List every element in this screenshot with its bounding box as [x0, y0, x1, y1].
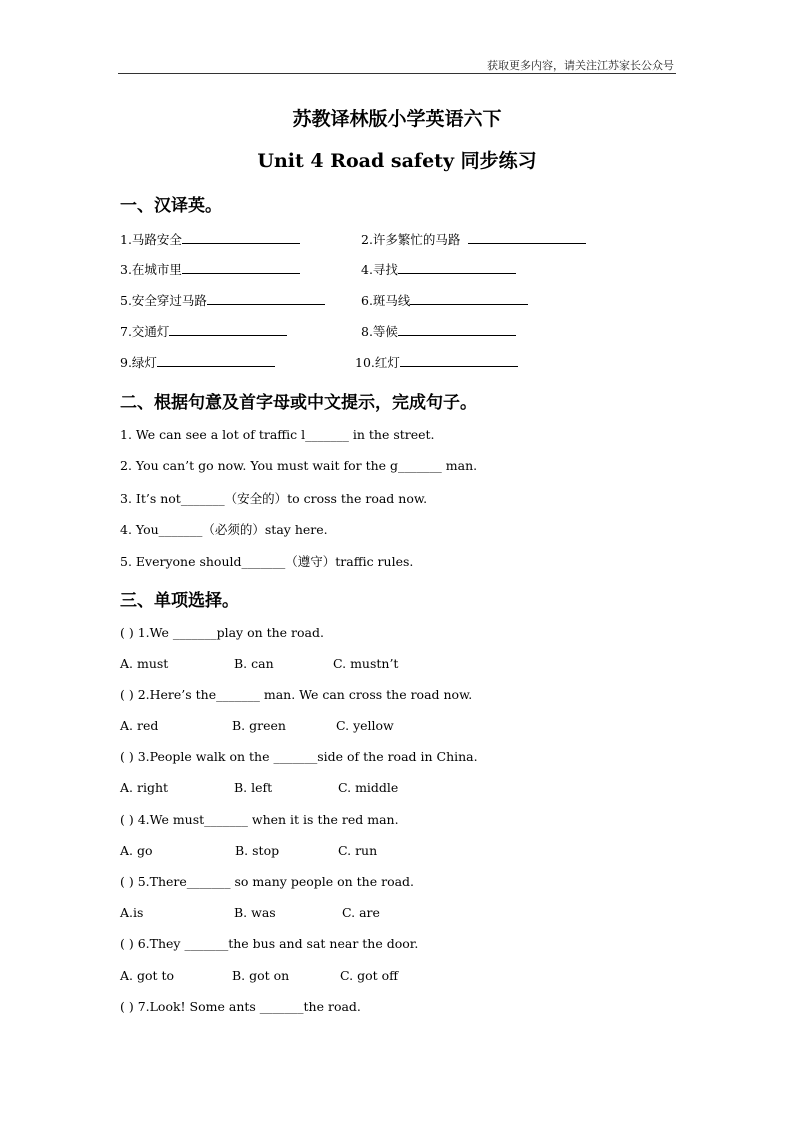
option-a: A. go [120, 843, 153, 858]
option-c: C. are [342, 905, 380, 920]
option-c: C. run [338, 843, 378, 858]
s2-item-5: 5. Everyone should_______（遵守）traffic rules. [120, 554, 414, 569]
option-a: A. right [120, 780, 169, 795]
option-b: B. got on [232, 968, 290, 983]
question-stem: ( ) 4.We must_______ when it is the red man. [120, 812, 399, 827]
s2-item-1: 1. We can see a lot of traffic l_______ in the street. [120, 427, 435, 442]
option-c: C. got off [340, 968, 398, 983]
s1-item-9: 9.绿灯 [120, 353, 275, 371]
answer-blank [398, 262, 516, 274]
s1-item-3: 3.在城市里 [120, 260, 300, 278]
s1-item-4: 4.寻找 [361, 260, 516, 278]
s2-item-4: 4. You_______（必须的）stay here. [120, 522, 328, 537]
option-c: C. yellow [336, 718, 394, 733]
document-title: 苏教译林版小学英语六下 [292, 108, 502, 130]
option-b: B. was [234, 905, 276, 920]
question-stem: ( ) 1.We _______play on the road. [120, 625, 324, 640]
option-a: A. got to [120, 968, 175, 983]
s1-item-10: 10.红灯 [355, 353, 518, 371]
question-stem: ( ) 5.There_______ so many people on the road. [120, 874, 415, 889]
answer-blank [182, 262, 300, 274]
option-c: C. middle [338, 780, 399, 795]
section3-heading: 三、单项选择。 [120, 591, 239, 611]
question-stem: ( ) 7.Look! Some ants _______the road. [120, 999, 361, 1014]
section1-heading: 一、汉译英。 [120, 196, 222, 216]
answer-blank [207, 293, 325, 305]
answer-blank [410, 293, 528, 305]
header-divider [118, 73, 676, 74]
document-subtitle: Unit 4 Road safety 同步练习 [257, 150, 537, 172]
s1-item-6: 6.斑马线 [361, 291, 528, 309]
option-b: B. green [232, 718, 286, 733]
option-a: A. red [120, 718, 159, 733]
option-b: B. can [234, 656, 274, 671]
option-a: A.is [120, 905, 144, 920]
s1-item-8: 8.等候 [361, 322, 516, 340]
s1-item-1: 1.马路安全 [120, 230, 300, 248]
option-b: B. stop [235, 843, 280, 858]
header-note: 获取更多内容，请关注江苏家长公众号 [487, 59, 674, 72]
s2-item-2: 2. You can’t go now. You must wait for the g_______ man. [120, 458, 478, 473]
s1-item-7: 7.交通灯 [120, 322, 287, 340]
answer-blank [398, 324, 516, 336]
answer-blank [157, 355, 275, 367]
answer-blank [468, 232, 586, 244]
section2-heading: 二、根据句意及首字母或中文提示，完成句子。 [120, 393, 477, 413]
answer-blank [400, 355, 518, 367]
s2-item-3: 3. It’s not_______（安全的）to cross the road now. [120, 491, 428, 506]
question-stem: ( ) 3.People walk on the _______side of the road in China. [120, 749, 478, 764]
answer-blank [182, 232, 300, 244]
s1-item-2: 2.许多繁忙的马路 [361, 230, 586, 248]
option-b: B. left [234, 780, 273, 795]
option-c: C. mustn’t [333, 656, 399, 671]
question-stem: ( ) 2.Here’s the_______ man. We can cross the road now. [120, 687, 473, 702]
option-a: A. must [120, 656, 169, 671]
answer-blank [169, 324, 287, 336]
question-stem: ( ) 6.They _______the bus and sat near the door. [120, 936, 419, 951]
s1-item-5: 5.安全穿过马路 [120, 291, 325, 309]
